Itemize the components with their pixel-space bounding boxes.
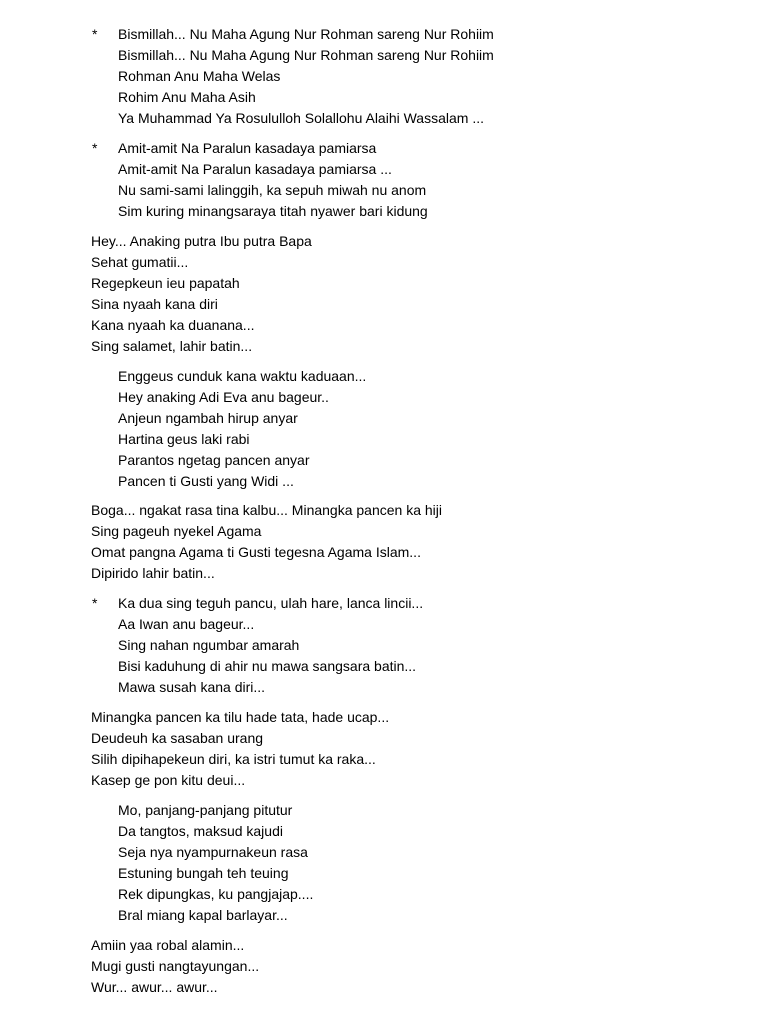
poem-line: Nu sami-sami lalinggih, ka sepuh miwah nu anom [118, 182, 427, 198]
poem-line: Sina nyaah kana diri [91, 296, 218, 312]
poem-line: Dipirido lahir batin... [91, 565, 215, 581]
poem-line: Wur... awur... awur... [91, 979, 218, 995]
poem-line: Enggeus cunduk kana waktu kaduaan... [118, 368, 367, 384]
poem-line: Anjeun ngambah hirup anyar [118, 410, 298, 426]
stanza [0, 138, 768, 222]
poem-line: Mo, panjang-panjang pitutur [118, 802, 293, 818]
poem-line: Hey... Anaking putra Ibu putra Bapa [91, 233, 312, 249]
stanza [0, 500, 768, 584]
poem-line: Bral miang kapal barlayar... [118, 907, 288, 923]
poem-line: Boga... ngakat rasa tina kalbu... Minangka pancen ka hiji [91, 502, 442, 518]
poem-line: Seja nya nyampurnakeun rasa [118, 844, 308, 860]
poem-line: Hey anaking Adi Eva anu bageur.. [118, 389, 329, 405]
poem-line: Amit-amit Na Paralun kasadaya pamiarsa [118, 140, 377, 156]
poem-line: Estuning bungah teh teuing [118, 865, 289, 881]
stanza [0, 24, 768, 129]
stanza-bullet: * [92, 140, 98, 156]
stanza [0, 935, 768, 998]
poem-line: Amiin yaa robal alamin... [91, 937, 245, 953]
poem-line: Mawa susah kana diri... [118, 679, 266, 695]
stanza [0, 366, 768, 492]
poem-line: Ya Muhammad Ya Rosululloh Solallohu Alaihi Wassalam ... [118, 110, 484, 126]
poem-line: Sing salamet, lahir batin... [91, 338, 253, 354]
poem-line: Aa Iwan anu bageur... [118, 616, 255, 632]
poem-line: Sing nahan ngumbar amarah [118, 637, 300, 653]
poem-line: Sing pageuh nyekel Agama [91, 523, 262, 539]
stanza [0, 707, 768, 791]
poem-line: Da tangtos, maksud kajudi [118, 823, 283, 839]
poem-line: Hartina geus laki rabi [118, 431, 250, 447]
poem-line: Ka dua sing teguh pancu, ulah hare, lanca lincii... [118, 595, 424, 611]
poem-line: Sehat gumatii... [91, 254, 189, 270]
poem-line: Mugi gusti nangtayungan... [91, 958, 260, 974]
poem-line: Parantos ngetag pancen anyar [118, 452, 310, 468]
poem-line: Kana nyaah ka duanana... [91, 317, 255, 333]
poem-line: Sim kuring minangsaraya titah nyawer bari kidung [118, 203, 428, 219]
stanza [0, 593, 768, 698]
poem-line: Bismillah... Nu Maha Agung Nur Rohman sareng Nur Rohiim [118, 26, 494, 42]
stanza [0, 231, 768, 357]
poem-line: Kasep ge pon kitu deui... [91, 772, 246, 788]
poem-line: Bisi kaduhung di ahir nu mawa sangsara batin... [118, 658, 417, 674]
poem-line: Deudeuh ka sasaban urang [91, 730, 264, 746]
poem-line: Minangka pancen ka tilu hade tata, hade ucap... [91, 709, 390, 725]
poem-line: Pancen ti Gusti yang Widi ... [118, 473, 294, 489]
stanza-bullet: * [92, 595, 98, 611]
poem-line: Omat pangna Agama ti Gusti tegesna Agama Islam... [91, 544, 421, 560]
poem-line: Regepkeun ieu papatah [91, 275, 240, 291]
poem-line: Amit-amit Na Paralun kasadaya pamiarsa ... [118, 161, 392, 177]
poem-line: Rohman Anu Maha Welas [118, 68, 281, 84]
poem-line: Bismillah... Nu Maha Agung Nur Rohman sareng Nur Rohiim [118, 47, 494, 63]
stanza-bullet: * [92, 26, 98, 42]
poem-line: Silih dipihapekeun diri, ka istri tumut ka raka... [91, 751, 376, 767]
poem-line: Rek dipungkas, ku pangjajap.... [118, 886, 314, 902]
poem-line: Rohim Anu Maha Asih [118, 89, 256, 105]
stanza [0, 800, 768, 926]
